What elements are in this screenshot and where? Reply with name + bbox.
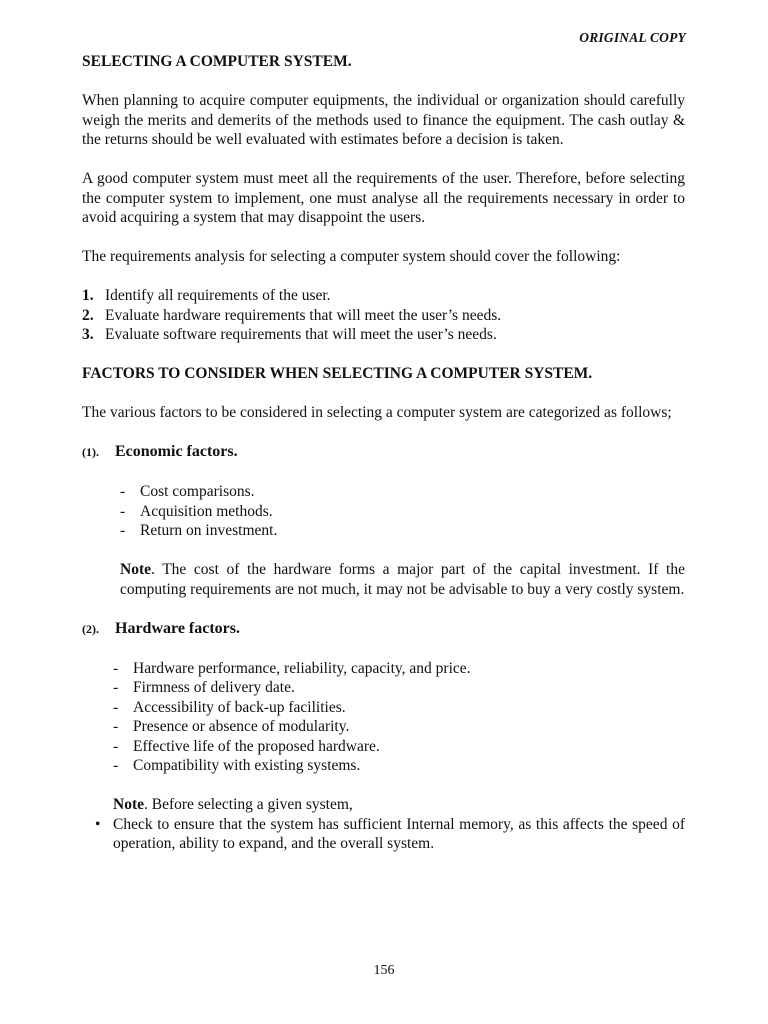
factor-title-text: Economic factors. bbox=[115, 443, 238, 460]
dash-marker: - bbox=[113, 737, 119, 755]
page-content bbox=[82, 52, 685, 854]
section-title: SELECTING A COMPUTER SYSTEM. bbox=[82, 53, 352, 70]
page-number: 156 bbox=[373, 963, 395, 978]
factors-heading: FACTORS TO CONSIDER WHEN SELECTING A COMPUTER SYSTEM. bbox=[82, 365, 593, 382]
factor-number: (2). bbox=[82, 621, 99, 636]
header-note: ORIGINAL COPY bbox=[579, 30, 686, 45]
hardware-factors-title bbox=[82, 619, 685, 640]
list-item bbox=[113, 717, 685, 737]
dash-marker: - bbox=[120, 502, 126, 520]
list-item bbox=[113, 678, 685, 698]
note-label: Note bbox=[120, 561, 151, 578]
requirements-list bbox=[82, 286, 685, 345]
dash-marker: - bbox=[113, 718, 119, 735]
list-text: Compatibility with existing systems. bbox=[133, 757, 361, 774]
dash-marker: - bbox=[113, 698, 119, 716]
note-label: Note bbox=[113, 796, 144, 813]
dash-marker: - bbox=[120, 522, 126, 539]
hardware-note bbox=[113, 795, 685, 815]
factor-number: (1). bbox=[82, 445, 99, 459]
list-item bbox=[113, 756, 685, 776]
bullet-icon: • bbox=[95, 815, 101, 833]
economic-factors-list bbox=[120, 482, 685, 541]
economic-note bbox=[120, 560, 685, 599]
factors-intro: The various factors to be considered in selecting a computer system are categorized as follows; bbox=[82, 404, 672, 421]
list-item bbox=[113, 659, 685, 679]
list-text: Effective life of the proposed hardware. bbox=[133, 737, 380, 755]
list-text: Accessibility of back-up facilities. bbox=[133, 698, 346, 716]
factor-title-text: Hardware factors. bbox=[115, 619, 240, 637]
list-text: Evaluate software requirements that will meet the user’s needs. bbox=[105, 326, 497, 343]
list-number: 3. bbox=[82, 326, 94, 343]
list-text: Cost comparisons. bbox=[140, 483, 255, 500]
dash-marker: - bbox=[113, 679, 119, 696]
note-text: . The cost of the hardware forms a major part of the capital investment. If the computing requirements are not much, it may not be advisable to buy a very costly system. bbox=[120, 561, 685, 598]
list-text: Firmness of delivery date. bbox=[133, 679, 295, 696]
list-text: Return on investment. bbox=[140, 522, 278, 539]
economic-factors-title bbox=[82, 442, 685, 463]
list-text: Presence or absence of modularity. bbox=[133, 718, 350, 735]
list-number: 1. bbox=[82, 287, 94, 304]
list-number: 2. bbox=[82, 306, 94, 324]
list-item bbox=[113, 737, 685, 757]
list-text: Evaluate hardware requirements that will meet the user’s needs. bbox=[105, 306, 502, 324]
paragraph-2: A good computer system must meet all the requirements of the user. Therefore, before selecting the computer system to implement, one must analyse all the requirements necessary in order to avoid acquiring a system that may disappoint the users. bbox=[82, 170, 685, 226]
note-text: . Before selecting a given system, bbox=[144, 796, 353, 813]
list-item bbox=[82, 286, 685, 306]
list-item bbox=[82, 306, 685, 326]
dash-marker: - bbox=[113, 659, 119, 677]
list-text: Hardware performance, reliability, capacity, and price. bbox=[133, 659, 471, 677]
list-text: Acquisition methods. bbox=[140, 502, 273, 520]
list-text: Identify all requirements of the user. bbox=[105, 287, 331, 304]
list-item bbox=[120, 521, 685, 541]
paragraph-3: The requirements analysis for selecting a computer system should cover the following: bbox=[82, 248, 621, 265]
list-item bbox=[120, 482, 685, 502]
dash-marker: - bbox=[113, 757, 119, 774]
paragraph-1: When planning to acquire computer equipments, the individual or organization should carefully weigh the merits and demerits of the methods used to finance the equipment. The cash outlay & the returns should be well evaluated with estimates before a decision is taken. bbox=[82, 92, 685, 148]
list-item bbox=[113, 698, 685, 718]
bullet-item bbox=[95, 815, 685, 854]
list-item bbox=[82, 325, 685, 345]
dash-marker: - bbox=[120, 483, 126, 500]
hardware-factors-list bbox=[113, 659, 685, 776]
bullet-text: Check to ensure that the system has sufficient Internal memory, as this affects the speed of operation, ability to expand, and the overall system. bbox=[113, 815, 685, 852]
list-item bbox=[120, 502, 685, 522]
